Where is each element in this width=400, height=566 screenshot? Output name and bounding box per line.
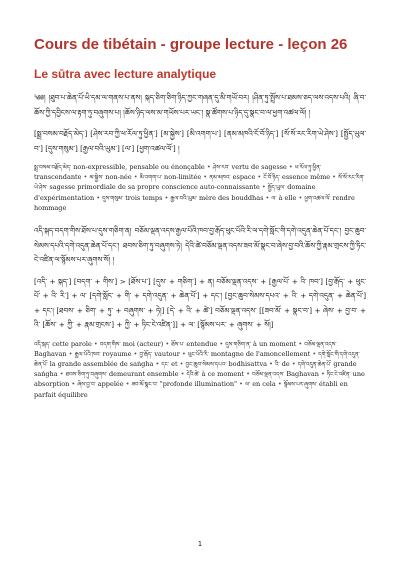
gloss-french-translation: grande saṅgha — [34, 359, 357, 379]
gloss-french-translation: et — [169, 359, 178, 368]
gloss-tibetan-term: ནམ་མཁའ་ — [209, 175, 231, 182]
gloss-french-translation: Baghavan — [284, 370, 319, 379]
gloss-tibetan-term: སོ་སོ་རང་རིག་ཡེ་ཤེས་ — [34, 175, 365, 192]
gloss-tibetan-term: ཐོས་པ་ — [171, 341, 185, 348]
gloss-separator: • — [131, 349, 140, 358]
gloss-french-translation: à un moment — [250, 339, 297, 348]
gloss-separator: • — [244, 370, 253, 379]
gloss-separator: • — [263, 193, 272, 202]
gloss-tibetan-term: ཞེས་བྱ་བ་ — [77, 382, 96, 389]
gloss-tibetan-term: ཕྱག་འཚལ་ལོ་ — [304, 195, 331, 202]
gloss-separator: • — [153, 359, 162, 368]
gloss-entry — [186, 360, 267, 368]
gloss-entry — [263, 173, 330, 181]
gloss-separator: • — [57, 370, 66, 379]
gloss-separator: • — [69, 380, 78, 389]
gloss-french-translation: entendue — [184, 339, 218, 348]
gloss-tibetan-term: བདག་གིས་ — [99, 341, 121, 348]
gloss-french-translation: non-limitée — [161, 173, 202, 182]
gloss-separator: • — [286, 163, 295, 171]
gloss-french-translation: cette parole — [50, 339, 92, 348]
gloss-entry — [75, 350, 132, 358]
gloss-separator: • — [81, 173, 90, 182]
gloss-entry — [225, 340, 296, 348]
gloss-entry — [102, 194, 162, 202]
gloss-separator: • — [296, 339, 305, 348]
gloss-french-translation: bodhisattva — [226, 359, 268, 368]
gloss-tibetan-term: བཅོམ་ལྡན་འདས་ — [304, 341, 337, 348]
gloss-tibetan-term: འི་ — [274, 361, 280, 368]
gloss-entry — [271, 194, 296, 202]
gloss-french-translation: une absorption — [34, 370, 365, 389]
gloss-tibetan-term: རྒྱལ་པོའི་ཁབ་ — [74, 351, 101, 358]
gloss-entry — [100, 340, 163, 348]
gloss-separator: • — [178, 370, 187, 379]
gloss-french-translation: "profonde illumination" — [157, 380, 238, 389]
gloss-entry — [213, 163, 287, 171]
gloss-tibetan-term: འདི་སྐད་ — [34, 341, 51, 348]
gloss-french-translation: espace — [230, 173, 256, 182]
gloss-french-translation: non-expressible, pensable ou énonçable — [71, 163, 205, 171]
gloss-tibetan-term: ལ་ — [245, 382, 251, 389]
gloss-french-translation: en cela — [250, 380, 276, 389]
section-subtitle: Le sūtra avec lecture analytique — [34, 67, 217, 81]
gloss-separator: • — [289, 359, 298, 368]
gloss-entry — [140, 173, 202, 181]
gloss-french-translation: non-née — [103, 173, 132, 182]
gloss-tibetan-term: བཅོམ་ལྡན་འདས་ — [252, 372, 285, 379]
gloss-tibetan-term: བྱང་ཆུབ་སེམས་དཔའ་ — [185, 361, 227, 368]
gloss-tibetan-term: དང་ — [161, 361, 170, 368]
gloss-separator: • — [201, 173, 210, 182]
gloss-tibetan-term: དུས་གཅིག་ན་ — [225, 341, 251, 348]
gloss-separator: • — [217, 339, 226, 348]
gloss-separator: • — [163, 339, 172, 348]
gloss-tibetan-term: ཟབ་མོ་སྣང་བ་ — [131, 382, 158, 389]
gloss-french-translation: appelée — [95, 380, 124, 389]
gloss-separator: • — [162, 193, 171, 202]
gloss-tibetan-term: ཤེས་རབ་ — [212, 165, 230, 171]
gloss-separator: • — [330, 173, 339, 182]
gloss-entry — [245, 380, 276, 388]
gloss-entry — [66, 370, 179, 378]
gloss-tibetan-term: ཏིང་ངེ་འཛིན་ — [326, 372, 351, 379]
gloss-entry — [89, 173, 131, 181]
gloss-french-translation: vertu de sagesse — [229, 163, 287, 171]
gloss-french-translation: rendre hommage — [34, 193, 355, 212]
gloss-tibetan-term: རྒྱལ་བའི་ཡུམ་ — [170, 195, 197, 202]
gloss-french-translation: transcendante — [34, 173, 82, 182]
gloss-separator: • — [177, 359, 186, 368]
page-title: Cours de tibétain - groupe lecture - leçon 26 — [34, 36, 348, 53]
gloss-tibetan-term: དེའི་ཚེ་ — [186, 372, 200, 379]
gloss-entry — [161, 360, 177, 368]
gloss-entry — [132, 380, 237, 388]
gloss-french-translation: sagesse primordiale de sa propre conscience auto-connaissante — [47, 183, 260, 192]
gloss-tibetan-term: སྨྲ་བསམ་བརྗོད་མེད་ — [34, 165, 72, 171]
gloss-french-translation: essence même — [279, 173, 331, 182]
gloss-french-translation: montagne de l'amoncellement — [208, 349, 311, 358]
gloss-tibetan-term: མ་སྐྱེས་ — [89, 175, 104, 182]
gloss-french-translation: domaine d'expérimentation — [34, 183, 316, 202]
gloss-separator: • — [123, 380, 132, 389]
gloss-entry — [252, 370, 319, 378]
gloss-separator: • — [255, 173, 264, 182]
gloss-separator: • — [66, 349, 75, 358]
gloss-tibetan-term: ཕུང་པོའི་རི་ — [187, 351, 209, 358]
tibetan-analytic-verse-1: [སྨྲ་བསམ་བརྗོད་མེད་] [ཤེས་རབ་ཀྱི་ཕ་རོལ་ཏུ་ཕྱིན་] [མ་སྐྱེས་] [མི་འགག་པ་] [ནམ་མཁའི་ངོ་བོ་ཉིད་] [སོ་སོ་རང་རིག་ཡེ་ཤེས་] [སྤྱོད་ཡུལ་བ་] [དུས་གསུམ་] [རྒྱལ་བའི་ཡུམ་] [ལ་] [ཕྱག་འཚལ་ལོ་] ། — [34, 129, 366, 153]
gloss-tibetan-term: ངོ་བོ་ཉིད་ — [263, 175, 280, 182]
glossary-2 — [34, 340, 366, 400]
gloss-entry — [34, 340, 92, 348]
gloss-entry — [275, 360, 290, 368]
gloss-separator: • — [267, 359, 275, 368]
gloss-tibetan-term: བྱ་རྒོད་ — [139, 351, 153, 358]
gloss-separator: • — [318, 370, 327, 379]
gloss-tibetan-term: མི་འགག་པ་ — [139, 175, 162, 182]
gloss-separator: • — [310, 349, 319, 358]
gloss-separator: • — [259, 183, 268, 192]
tibetan-analytic-verse-2: [འདི་ + སྐད་] [བདག་ + གིས་] > [ཐོས་པ་] [དུས་ + གཅིག་] + ན། བཅོམ་ལྡན་འདས་ + [རྒྱལ་པོ་ + འི་ ཁབ་] [བྱ་རྒོད་ + ཕུང་པོ་ + འི་ རི་] + ལ་ [དགེ་སློང་ + གི་ + དགེ་འདུན་ + ཆེན་པོ་] + དང་། [བྱང་ཆུབ་སེམས་དཔའ་ + འི་ + དགེ་འདུན་ + ཆེན་པོ་] + དང་། [ཐབས་ + ཅིག་ + ཏུ་ + བཞུགས་ + ཏེ།] [དེ་ + འི་ + ཚེ་] བཅོམ་ལྡན་འདས་ [[ཟབ་མོ་ + སྣང་བ་] + ཞེས་ + བྱ་བ་ + འི་ [ཆོས་ + ཀྱི་ + རྣམ་གྲངས་] + ཀྱི་ + ཏིང་ངེ་འཛིན་]] + ལ་ [སྙོམས་པར་ + ཞུགས་ + སོ།] — [34, 276, 366, 330]
gloss-french-translation: à elle — [276, 193, 297, 202]
gloss-tibetan-term: ལ་ — [271, 195, 277, 202]
gloss-entry — [139, 350, 179, 358]
page-number: 1 — [197, 540, 203, 548]
gloss-french-translation: établi en parfait équilibre — [34, 380, 348, 399]
gloss-tibetan-term: ཕ་རོལ་ཏུ་ཕྱིན་ — [294, 165, 322, 171]
gloss-french-translation: à ce moment — [199, 370, 245, 379]
gloss-tibetan-term: དུས་གསུམ་ — [102, 195, 124, 202]
gloss-french-translation: vautour — [152, 349, 180, 358]
gloss-french-translation: de — [279, 359, 290, 368]
gloss-entry — [209, 173, 255, 181]
gloss-french-translation: trois temps — [123, 193, 163, 202]
glossary-1 — [34, 163, 366, 213]
gloss-entry — [77, 380, 123, 388]
gloss-french-translation: royaume — [100, 349, 132, 358]
gloss-tibetan-term: དགེ་འདུན་ཆེན་པོ་ — [297, 361, 332, 368]
gloss-separator: • — [91, 339, 100, 348]
gloss-separator: • — [296, 193, 305, 202]
tibetan-sutra-paragraph: འདི་སྐད་བདག་གིས་ཐོས་པ་དུས་གཅིག་ན། བཅོམ་ལྡན་འདས་རྒྱལ་པོའི་ཁབ་བྱ་རྒོད་ཕུང་པོའི་རི་ལ་དགེ་སློང་གི་དགེ་འདུན་ཆེན་པོ་དང་། བྱང་ཆུབ་སེམས་དཔའི་དགེ་འདུན་ཆེན་པོ་དང་། ཐབས་ཅིག་ཏུ་བཞུགས་ཏེ། དེའི་ཚེ་བཅོམ་ལྡན་འདས་ཟབ་མོ་སྣང་བ་ཞེས་བྱ་བའི་ཆོས་ཀྱི་རྣམ་གྲངས་ཀྱི་ཏིང་ངེ་འཛིན་ལ་སྙོམས་པར་ཞུགས་སོ། ། — [34, 226, 366, 265]
gloss-french-translation: demeurant ensemble — [106, 370, 179, 379]
gloss-entry — [170, 194, 263, 202]
gloss-french-translation: la grande assemblée de saṅgha — [47, 359, 154, 368]
gloss-separator: • — [94, 193, 103, 202]
gloss-french-translation: moi (acteur) — [120, 339, 164, 348]
gloss-french-translation: Baghavan — [34, 349, 67, 358]
tibetan-homage-text: ༄༅། །ཐུབ་པ་ཆེན་པོ་ཡི་དམ་ལ་གནས་པ་ནས། སྐད་ཅིག་ཅིག་ཉིད་ཀྱང་གཞན་དུ་མི་གཡོ་བར། །ཤིན་ཏུ་སྤྲོས་པ་ཐམས་ཅད་ལས་འདས་པའི། ཞི་བ་ཆོས་ཀྱི་དབྱིངས་ལ་རྟག་ཏུ་བཞུགས་པ། །ཆོས་ཉིད་ལས་མ་གཡོས་པར་ཡང་། སྣ་ཚོགས་པ་ཉིད་དུ་སྣང་བ་ལ་ཕྱག་འཚལ་ལོ། ། — [34, 93, 366, 117]
gloss-entry — [186, 370, 244, 378]
gloss-tibetan-term: སྤྱོད་ཡུལ་ — [267, 185, 286, 192]
gloss-separator: • — [237, 380, 246, 389]
gloss-entry — [171, 340, 217, 348]
gloss-separator: • — [179, 349, 188, 358]
gloss-french-translation: mère des bouddhas — [196, 193, 264, 202]
gloss-entry — [188, 350, 310, 358]
gloss-tibetan-term: དགེ་སློང་གི་དགེ་འདུན་ཆེན་པོ་ — [34, 351, 360, 368]
gloss-separator: • — [275, 380, 284, 389]
gloss-separator: • — [131, 173, 140, 182]
gloss-separator: • — [204, 163, 213, 171]
gloss-entry — [34, 163, 205, 171]
gloss-tibetan-term: སྙོམས་པར་ཞུགས་ — [283, 382, 317, 389]
gloss-tibetan-term: ཐབས་ཅིག་ཏུ་བཞུགས་ — [65, 372, 107, 379]
